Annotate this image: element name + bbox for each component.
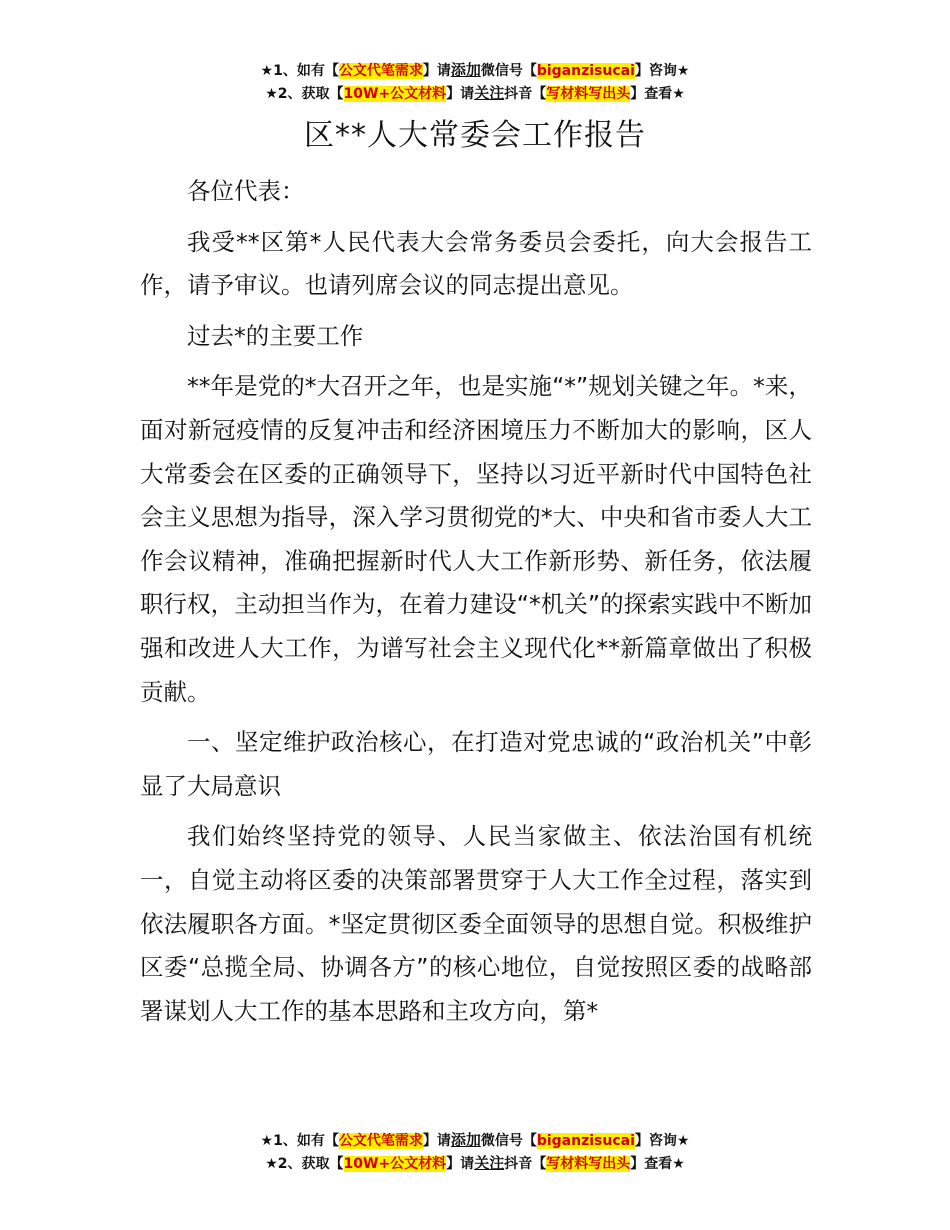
footer-banner xyxy=(0,1129,950,1175)
star-icon: ★ xyxy=(265,86,278,102)
banner-line-2: ★2、获取【10W+公文材料】请关注抖音【写材料写出头】查看★ xyxy=(265,84,685,102)
highlight-materials: 10W+公文材料 xyxy=(343,1156,447,1172)
highlight-douyin-account: 写材料写出头 xyxy=(546,86,631,102)
highlight-douyin-account: 写材料写出头 xyxy=(546,1156,631,1172)
header-banner xyxy=(0,59,950,105)
body-paragraph: 我受**区第*人民代表大会常务委员会委托，向大会报告工作，请予审议。也请列席会议的同志提出意见。 xyxy=(140,227,812,300)
section-heading: 一、坚定维护政治核心，在打造对党忠诚的“政治机关”中彰显了大局意识 xyxy=(140,728,812,800)
banner-line-1: ★1、如有【公文代笔需求】请添加微信号【biganzisucai】咨询★ xyxy=(260,61,690,79)
star-icon: ★ xyxy=(672,1156,685,1172)
highlight-service: 公文代笔需求 xyxy=(338,63,423,79)
highlight-wechat-id: biganzisucai xyxy=(536,1133,635,1149)
body-paragraph: **年是党的*大召开之年，也是实施“*”规划关键之年。*来，面对新冠疫情的反复冲击和经济困境压力不断加大的影响，区人大常委会在区委的正确领导下，坚持以习近平新时代中国特色社会主义思想为指导，深入学习贯彻党的*大、中央和省市委人大工作会议精神，准确把握新时代人大工作新形势、新任务，依法履职行权，主动担当作为，在着力建设“*机关”的探索实践中不断加强和改进人大工作，为谱写社会主义现代化**新篇章做出了积极贡献。 xyxy=(140,372,812,706)
star-icon: ★ xyxy=(676,63,690,79)
highlight-materials: 10W+公文材料 xyxy=(343,86,447,102)
star-icon: ★ xyxy=(672,86,685,102)
section-heading: 过去*的主要工作 xyxy=(187,321,364,350)
document-body xyxy=(140,170,812,1040)
highlight-service: 公文代笔需求 xyxy=(338,1133,423,1149)
star-icon: ★ xyxy=(260,1133,274,1149)
body-paragraph: 我们始终坚持党的领导、人民当家做主、依法治国有机统一，自觉主动将区委的决策部署贯穿于人大工作全过程，落实到依法履职各方面。*坚定贯彻区委全面领导的思想自觉。积极维护区委“总揽全局、协调各方”的核心地位，自觉按照区委的战略部署谋划人大工作的基本思路和主攻方向，第* xyxy=(140,822,812,1025)
banner-line-2: ★2、获取【10W+公文材料】请关注抖音【写材料写出头】查看★ xyxy=(265,1154,685,1172)
star-icon: ★ xyxy=(676,1133,690,1149)
star-icon: ★ xyxy=(265,1156,278,1172)
star-icon: ★ xyxy=(260,63,274,79)
highlight-wechat-id: biganzisucai xyxy=(536,63,635,79)
document-title: 区**人大常委会工作报告 xyxy=(304,118,646,153)
banner-line-1: ★1、如有【公文代笔需求】请添加微信号【biganzisucai】咨询★ xyxy=(260,1131,690,1149)
salutation: 各位代表： xyxy=(187,177,305,205)
